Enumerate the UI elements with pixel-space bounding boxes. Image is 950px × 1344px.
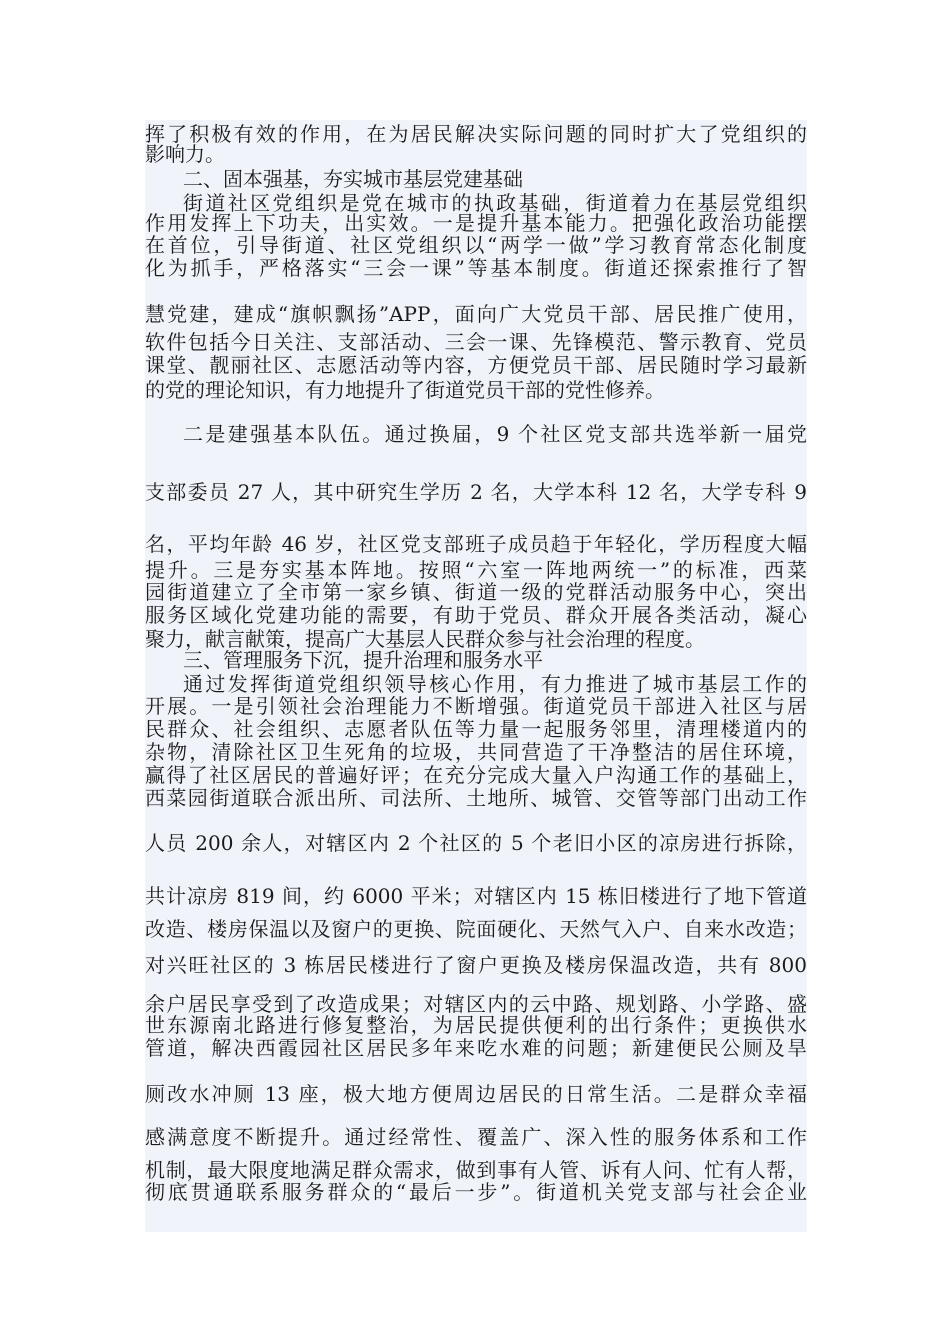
text-line: 在首位，引导街道、社区党组织以“两学一做”学习教育常态化制度 [145, 233, 807, 257]
text-line: 共计凉房 819 间，约 6000 平米；对辖区内 15 栋旧楼进行了地下管道 [145, 884, 807, 908]
text-line: 挥了积极有效的作用，在为居民解决实际问题的同时扩大了党组织的 [145, 122, 807, 146]
text-line: 慧党建，建成“旗帜飘扬”APP，面向广大党员干部、居民推广使用， [145, 302, 807, 326]
text-line: 民群众、社会组织、志愿者队伍等力量一起服务邻里，清理楼道内的 [145, 717, 807, 741]
text-line: 西菜园街道联合派出所、司法所、土地所、城管、交管等部门出动工作 [145, 786, 807, 810]
text-line: 名，平均年龄 46 岁，社区党支部班子成员趋于年轻化，学历程度大幅 [145, 532, 807, 556]
text-line: 管道，解决西霞园社区居民多年来吃水难的问题；新建便民公厕及旱 [145, 1036, 807, 1060]
text-line: 作用发挥上下功夫，出实效。一是提升基本能力。把强化政治功能摆 [145, 211, 807, 235]
text-line: 二是建强基本队伍。通过换届，9 个社区党支部共选举新一届党 [183, 422, 807, 446]
text-line: 二、固本强基，夯实城市基层党建基础 [183, 167, 523, 191]
text-line: 厕改水冲厕 13 座，极大地方便周边居民的日常生活。二是群众幸福 [145, 1082, 807, 1106]
text-line: 机制，最大限度地满足群众需求，做到事有人管、诉有人问、忙有人帮， [145, 1158, 807, 1182]
text-line: 彻底贯通联系服务群众的“最后一步”。街道机关党支部与社会企业 [145, 1180, 807, 1204]
text-line: 影响力。 [145, 142, 225, 166]
text-line: 改造、楼房保温以及窗户的更换、院面硬化、天然气入户、自来水改造； [145, 917, 807, 941]
text-line: 余户居民享受到了改造成果；对辖区内的云中路、规划路、小学路、盛 [145, 992, 807, 1016]
text-line: 开展。一是引领社会治理能力不断增强。街道党员干部进入社区与居 [145, 694, 807, 718]
text-line: 对兴旺社区的 3 栋居民楼进行了窗户更换及楼房保温改造，共有 800 [145, 953, 807, 977]
text-line: 提升。三是夯实基本阵地。按照“六室一阵地两统一”的标准，西菜 [145, 558, 807, 582]
document-body [145, 120, 807, 1232]
text-line: 聚力，献言献策，提高广大基层人民群众参与社会治理的程度。 [145, 627, 705, 651]
text-line: 通过发挥街道党组织领导核心作用，有力推进了城市基层工作的 [183, 672, 807, 696]
text-line: 街道社区党组织是党在城市的执政基础，街道着力在基层党组织 [183, 191, 807, 215]
text-line: 赢得了社区居民的普遍好评；在充分完成大量入户沟通工作的基础上， [145, 763, 807, 787]
text-line: 杂物，清除社区卫生死角的垃圾，共同营造了干净整洁的居住环境， [145, 740, 807, 764]
text-line: 软件包括今日关注、支部活动、三会一课、先锋模范、警示教育、党员 [145, 330, 807, 354]
text-line: 化为抓手，严格落实“三会一课”等基本制度。街道还探索推行了智 [145, 256, 807, 280]
text-line: 世东源南北路进行修复整治，为居民提供便利的出行条件；更换供水 [145, 1013, 807, 1037]
text-line: 服务区域化党建功能的需要，有助于党员、群众开展各类活动，凝心 [145, 603, 807, 627]
text-line: 支部委员 27 人，其中研究生学历 2 名，大学本科 12 名，大学专科 9 [145, 480, 807, 504]
text-line: 人员 200 余人，对辖区内 2 个社区的 5 个老旧小区的凉房进行拆除， [145, 831, 807, 855]
text-line: 园街道建立了全市第一家乡镇、街道一级的党群活动服务中心，突出 [145, 580, 807, 604]
text-line: 三、管理服务下沉，提升治理和服务水平 [183, 648, 543, 672]
text-line: 的党的理论知识，有力地提升了街道党员干部的党性修养。 [145, 378, 665, 402]
text-line: 课堂、靓丽社区、志愿活动等内容，方便党员干部、居民随时学习最新 [145, 353, 807, 377]
text-line: 感满意度不断提升。通过经常性、覆盖广、深入性的服务体系和工作 [145, 1125, 807, 1149]
